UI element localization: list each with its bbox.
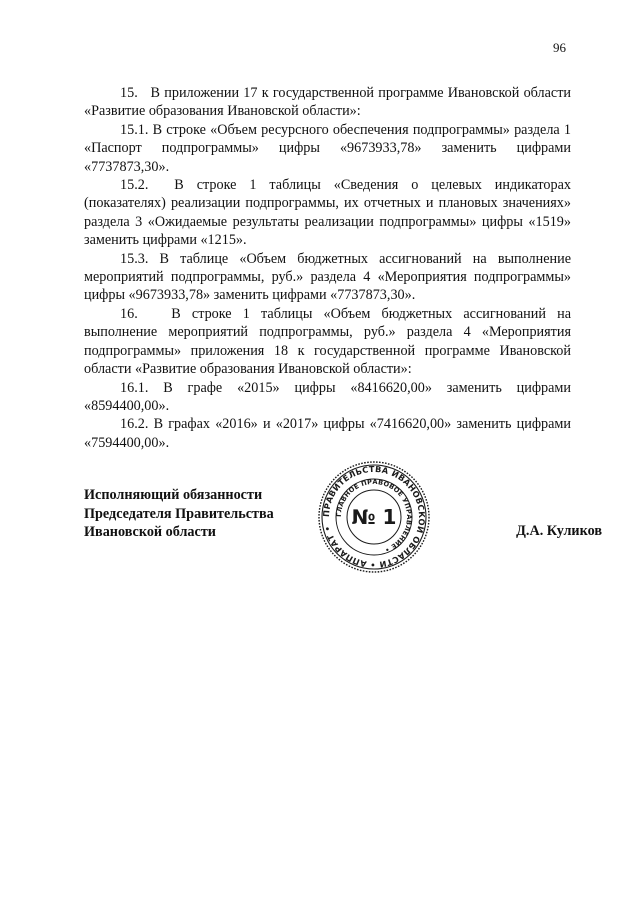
paragraph-15-3: 15.3. В таблице «Объем бюджетных ассигнований на выполнение мероприятий подпрограммы, руб.» раздела 4 «Мероприятия подпрограммы» цифры «9673933,78» заменить цифрами «7737873,30».: [84, 250, 571, 304]
signatory-position-line: Председателя Правительства: [84, 505, 274, 522]
seal-inner-text: ГЛАВНОЕ ПРАВОВОЕ УПРАВЛЕНИЕ •: [334, 477, 414, 555]
signatory-position-line: Ивановской области: [84, 524, 216, 541]
document-body: [84, 84, 571, 452]
signature-block: [84, 463, 604, 592]
official-seal-stamp: [316, 459, 432, 575]
paragraph-15-2: 15.2. В строке 1 таблицы «Сведения о целевых индикаторах (показателях) реализации подпрограммы, их отчетных и плановых значениях» раздела 3 «Ожидаемые результаты реализации подпрограммы» цифры «1519» заменить цифрами «1215».: [84, 177, 571, 249]
page-number: 96: [553, 40, 566, 55]
seal-number: № 1: [351, 505, 397, 529]
signatory-position: [84, 486, 274, 542]
seal-outer-text: ПРАВИТЕЛЬСТВА ИВАНОВСКОЙ ОБЛАСТИ • АППАРАТ •: [320, 463, 428, 571]
paragraph-16-2: 16.2. В графах «2016» и «2017» цифры «7416620,00» заменить цифрами «7594400,00».: [84, 416, 571, 451]
signatory-position-line: Исполняющий обязанности: [84, 487, 263, 503]
paragraph-15-1: 15.1. В строке «Объем ресурсного обеспечения подпрограммы» раздела 1 «Паспорт подпрограммы» цифры «9673933,78» заменить цифрами «7737873,30».: [84, 121, 571, 175]
paragraph-15: 15. В приложении 17 к государственной программе Ивановской области «Развитие образования Ивановской области»:: [84, 85, 571, 120]
paragraph-16-1: 16.1. В графе «2015» цифры «8416620,00» заменить цифрами «8594400,00».: [84, 379, 571, 414]
signatory-name: Д.А. Куликов: [516, 523, 602, 539]
paragraph-16: 16. В строке 1 таблицы «Объем бюджетных ассигнований на выполнение мероприятий подпрограммы, руб.» раздела 4 «Мероприятия подпрограммы» приложения 18 к государственной программе Ивановской области «Развитие образования Ивановской области»:: [84, 305, 571, 378]
